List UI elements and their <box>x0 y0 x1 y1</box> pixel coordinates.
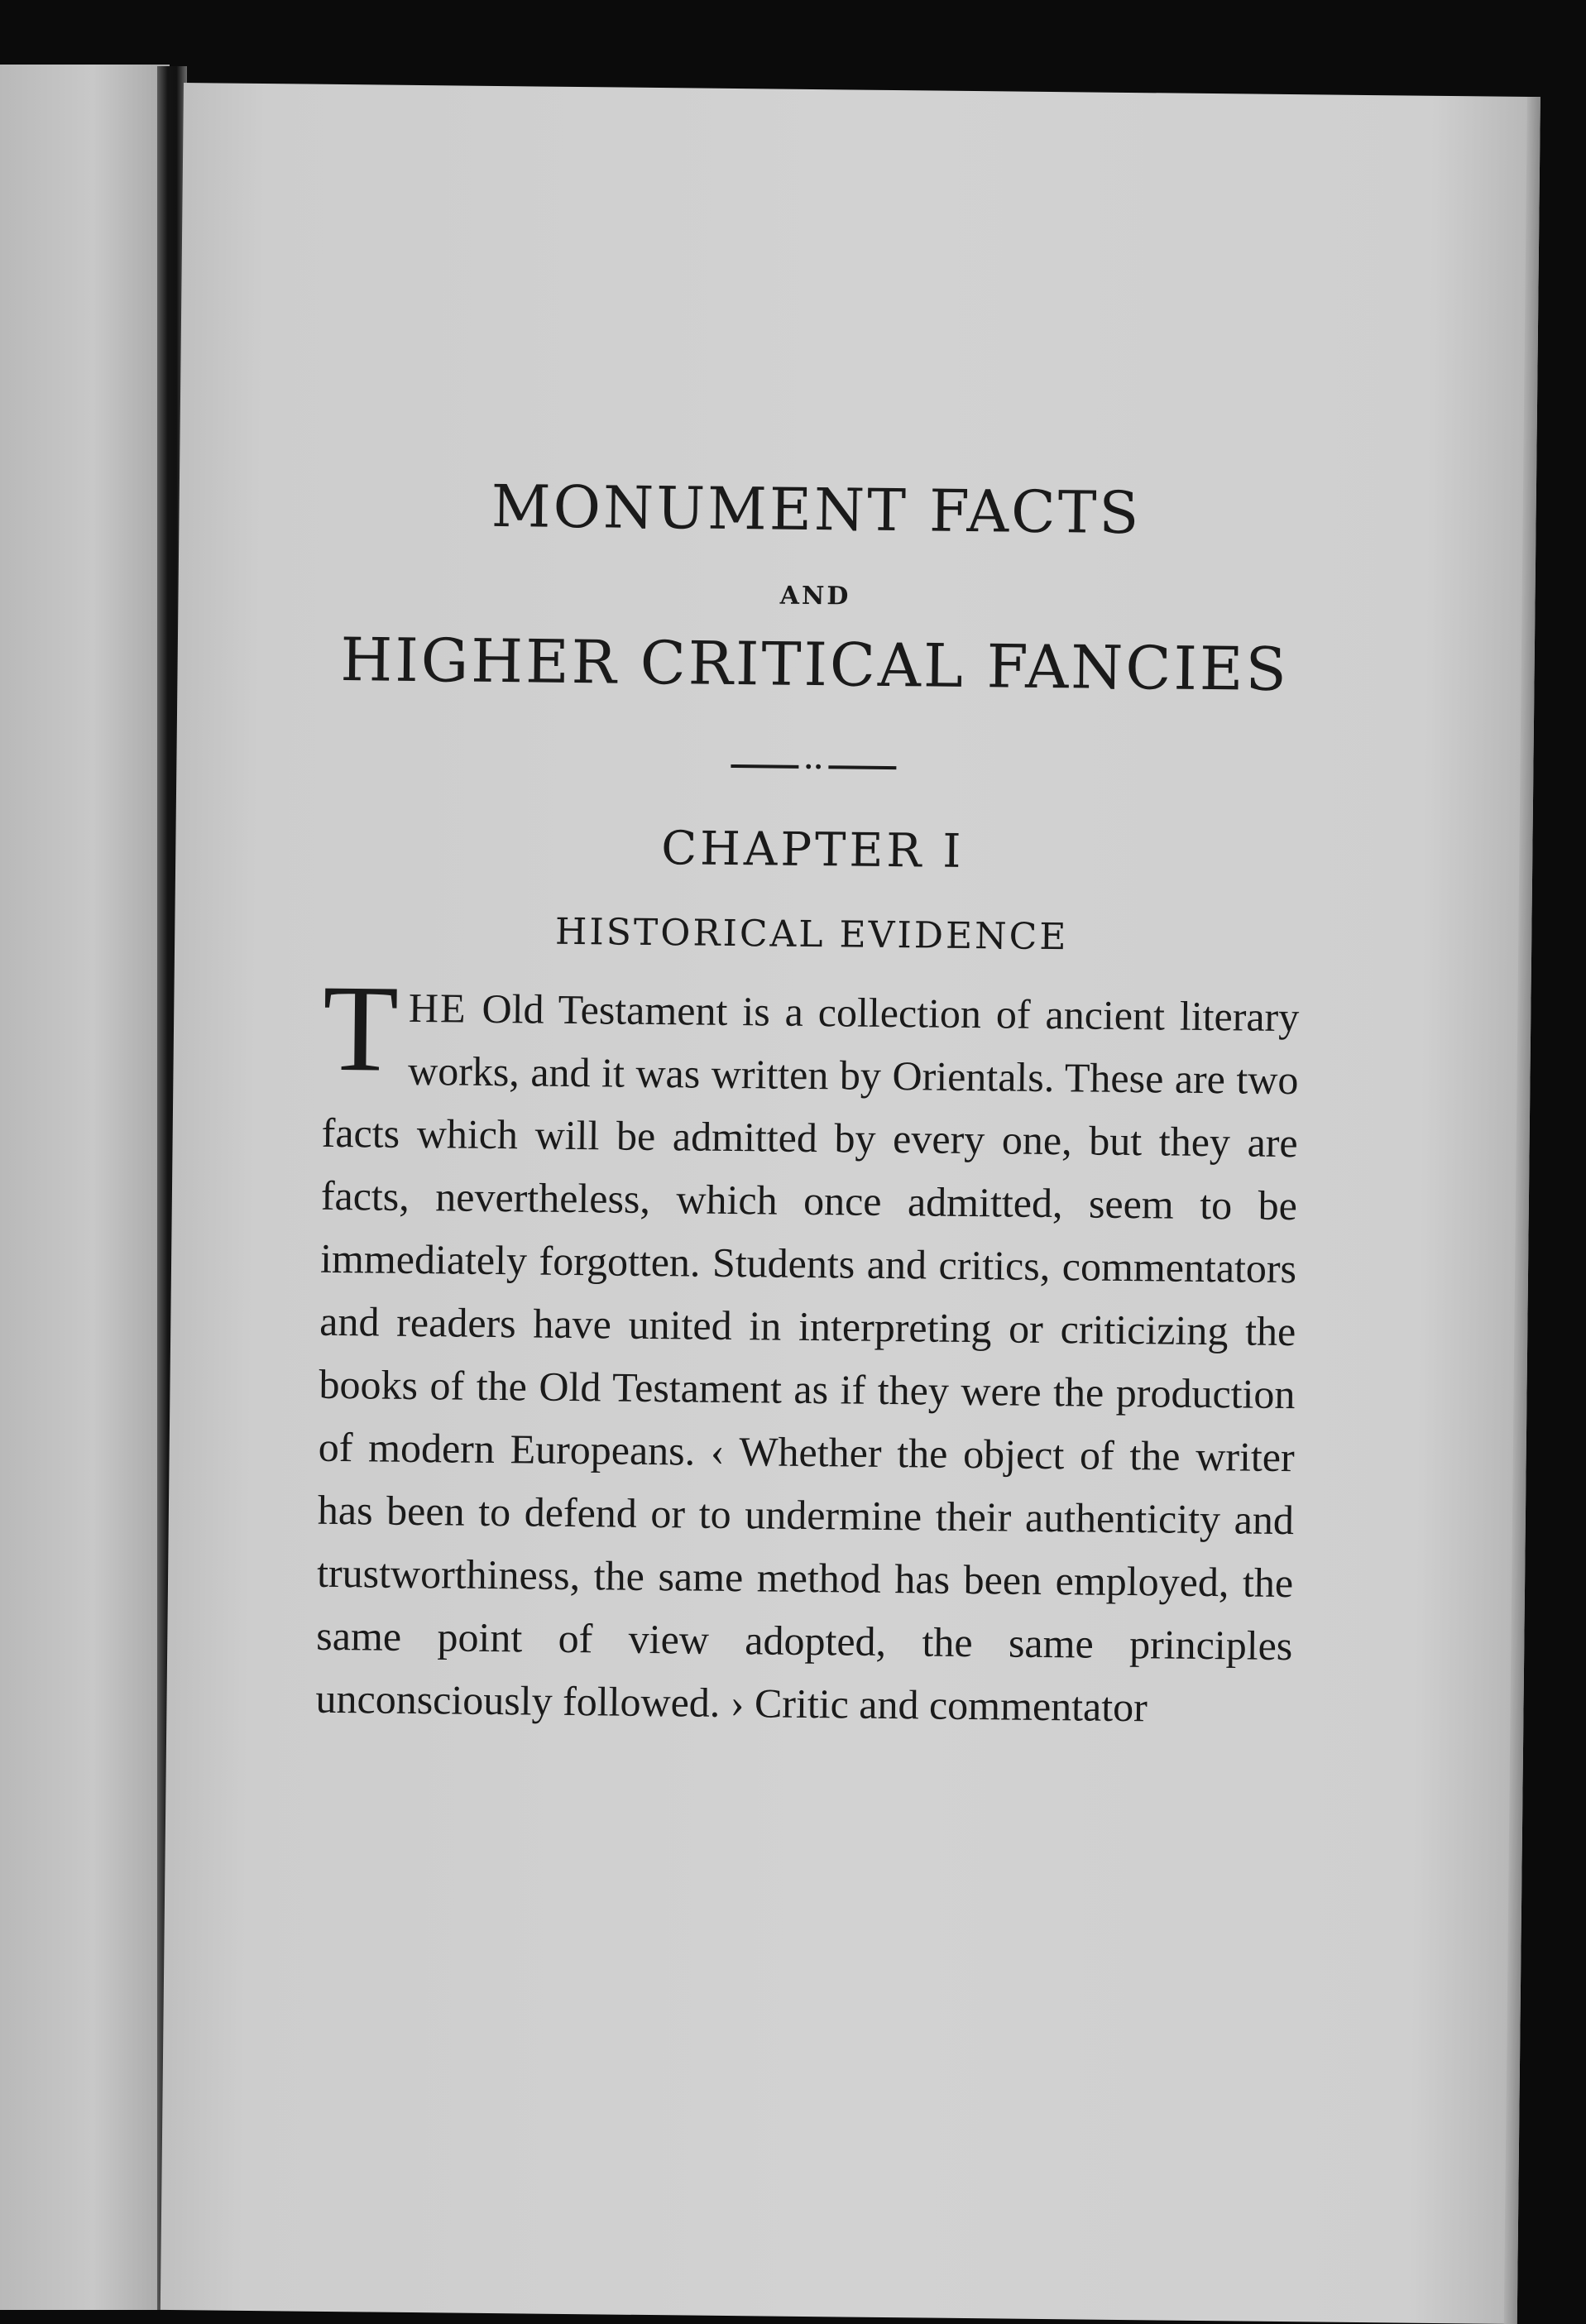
title-line-1: MONUMENT FACTS <box>491 472 1142 548</box>
title-connector: AND <box>779 581 851 611</box>
ornament-dots: •• <box>803 757 824 778</box>
drop-cap: T <box>322 960 400 1098</box>
ornament-bar-right <box>828 765 896 769</box>
ornament-bar-left <box>731 764 798 769</box>
scanned-page <box>161 83 1540 2324</box>
page-content <box>315 473 1305 1740</box>
title-line-2: HIGHER CRITICAL FANCIES <box>340 625 1290 705</box>
paragraph-text: Old Testament is a collection of ancient literary works, and it was written by Orientals. These are two facts which will be admitted by every one, but they are facts, nevertheless, which once admitted, seem to be immediately forgotten. Students and critics, commentators and readers have united in interpreting or criticizing the books of the Old Testament as if they were the production of modern Europeans. ‹ Whether the object of the writer has been to defend or to undermine their authenticity and trustworthiness, the same method has been employed, the same point of view adopted, the same principles unconsciously followed. › Critic and commentator <box>315 985 1300 1731</box>
page-edge <box>1504 97 1540 2324</box>
chapter-heading: CHAPTER I <box>660 822 965 879</box>
opening-words: HE <box>408 985 467 1032</box>
facing-page <box>0 65 170 2310</box>
ornamental-rule <box>731 756 896 778</box>
section-heading: HISTORICAL EVIDENCE <box>554 910 1069 959</box>
body-paragraph <box>315 960 1300 1740</box>
